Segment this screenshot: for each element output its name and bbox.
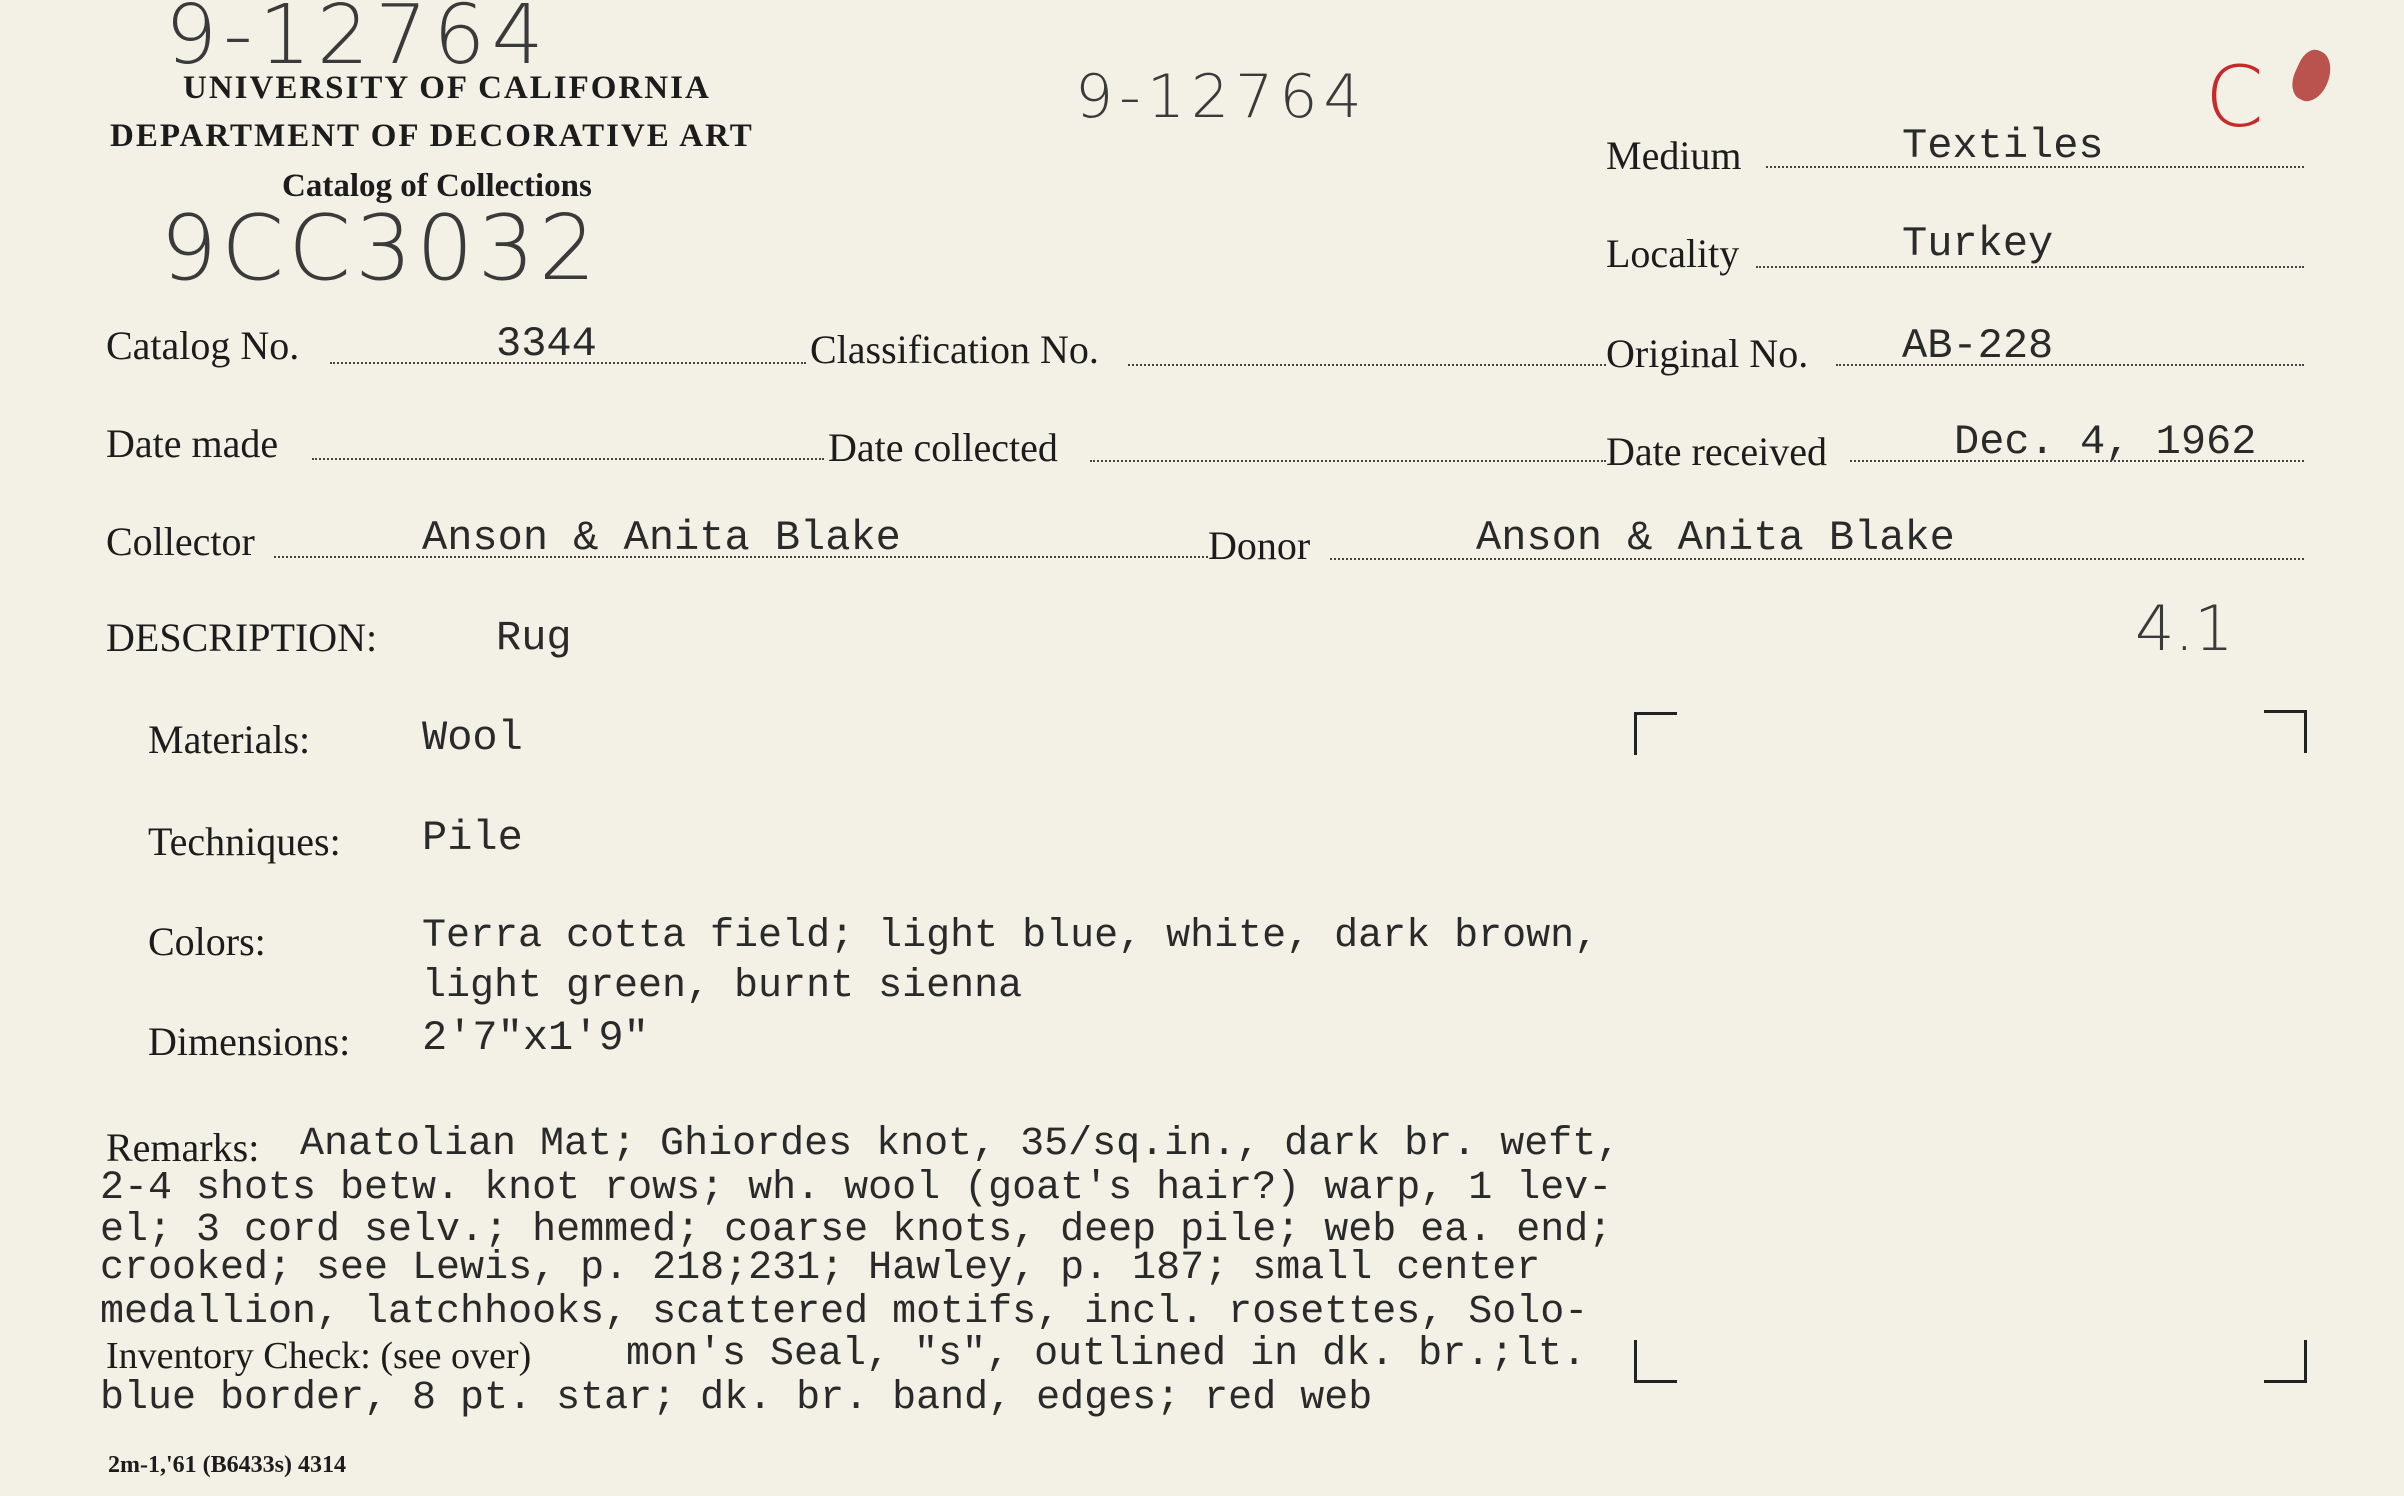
dimensions-value: 2'7"x1'9" xyxy=(422,1014,649,1062)
classification-no-label: Classification No. xyxy=(810,327,1099,372)
date-received-value: Dec. 4, 1962 xyxy=(1954,418,2257,466)
date-received-label: Date received xyxy=(1606,429,1827,474)
box-corner-bottom-left xyxy=(1634,1340,1677,1383)
catalog-no-label: Catalog No. xyxy=(106,323,300,368)
colors-value-line1: Terra cotta field; light blue, white, dark brown, xyxy=(422,914,1599,959)
university-name: UNIVERSITY OF CALIFORNIA xyxy=(183,70,711,106)
locality-value: Turkey xyxy=(1902,220,2054,268)
handwritten-gcc-number: 9CC3032 xyxy=(160,196,600,301)
original-no-label: Original No. xyxy=(1606,331,1809,376)
box-corner-top-right xyxy=(2264,710,2307,753)
colors-value-line2: light green, burnt sienna xyxy=(422,964,1023,1009)
date-collected-label: Date collected xyxy=(828,425,1058,470)
classification-no-line xyxy=(1128,364,1606,366)
original-no-value: AB-228 xyxy=(1902,322,2054,370)
catalog-of-collections: Catalog of Collections xyxy=(282,168,592,204)
box-corner-top-left xyxy=(1634,712,1677,755)
donor-value: Anson & Anita Blake xyxy=(1476,514,1955,562)
box-corner-bottom-right xyxy=(2264,1340,2307,1383)
remarks-line-3: el; 3 cord selv.; hemmed; coarse knots, deep pile; web ea. end; xyxy=(100,1208,1613,1253)
remarks-line-1: Anatolian Mat; Ghiordes knot, 35/sq.in., dark br. weft, xyxy=(300,1122,1621,1167)
date-made-line xyxy=(312,458,824,460)
medium-value: Textiles xyxy=(1902,122,2104,170)
locality-label: Locality xyxy=(1606,231,1740,276)
inventory-check-label: Inventory Check: (see over) xyxy=(106,1335,532,1377)
donor-label: Donor xyxy=(1208,523,1311,568)
remarks-line-2: 2-4 shots betw. knot rows; wh. wool (goat's hair?) warp, 1 lev- xyxy=(100,1166,1613,1211)
remarks-line-6: mon's Seal, "s", outlined in dk. br.;lt. xyxy=(626,1332,1587,1377)
description-value: Rug xyxy=(496,614,572,662)
medium-label: Medium xyxy=(1606,133,1742,178)
remarks-line-4: crooked; see Lewis, p. 218;231; Hawley, p. 187; small center xyxy=(100,1246,1541,1291)
description-label: DESCRIPTION: xyxy=(106,615,378,660)
date-collected-line xyxy=(1090,460,1606,462)
materials-label: Materials: xyxy=(148,717,311,762)
dimensions-label: Dimensions: xyxy=(148,1019,351,1064)
collector-label: Collector xyxy=(106,519,255,564)
remarks-label: Remarks: xyxy=(106,1125,260,1170)
remarks-line-5: medallion, latchhooks, scattered motifs, incl. rosettes, Solo- xyxy=(100,1290,1589,1335)
colors-label: Colors: xyxy=(148,919,266,964)
catalog-no-value: 3344 xyxy=(496,320,597,368)
handwritten-center-number: 9-12764 xyxy=(1075,62,1368,132)
date-made-label: Date made xyxy=(106,421,279,466)
techniques-value: Pile xyxy=(422,814,523,862)
department-name: DEPARTMENT OF DECORATIVE ART xyxy=(110,118,754,154)
techniques-label: Techniques: xyxy=(148,819,341,864)
handwritten-top-number: 9-12764 xyxy=(165,0,550,83)
collector-value: Anson & Anita Blake xyxy=(422,514,901,562)
handwritten-side-number: 4.1 xyxy=(2135,592,2234,665)
handwritten-corner-mark: C xyxy=(2205,48,2264,146)
materials-value: Wool xyxy=(422,714,523,762)
print-code: 2m-1,'61 (B6433s) 4314 xyxy=(108,1452,346,1478)
red-ink-blot xyxy=(2286,45,2339,106)
remarks-line-7: blue border, 8 pt. star; dk. br. band, edges; red web xyxy=(100,1376,1373,1421)
